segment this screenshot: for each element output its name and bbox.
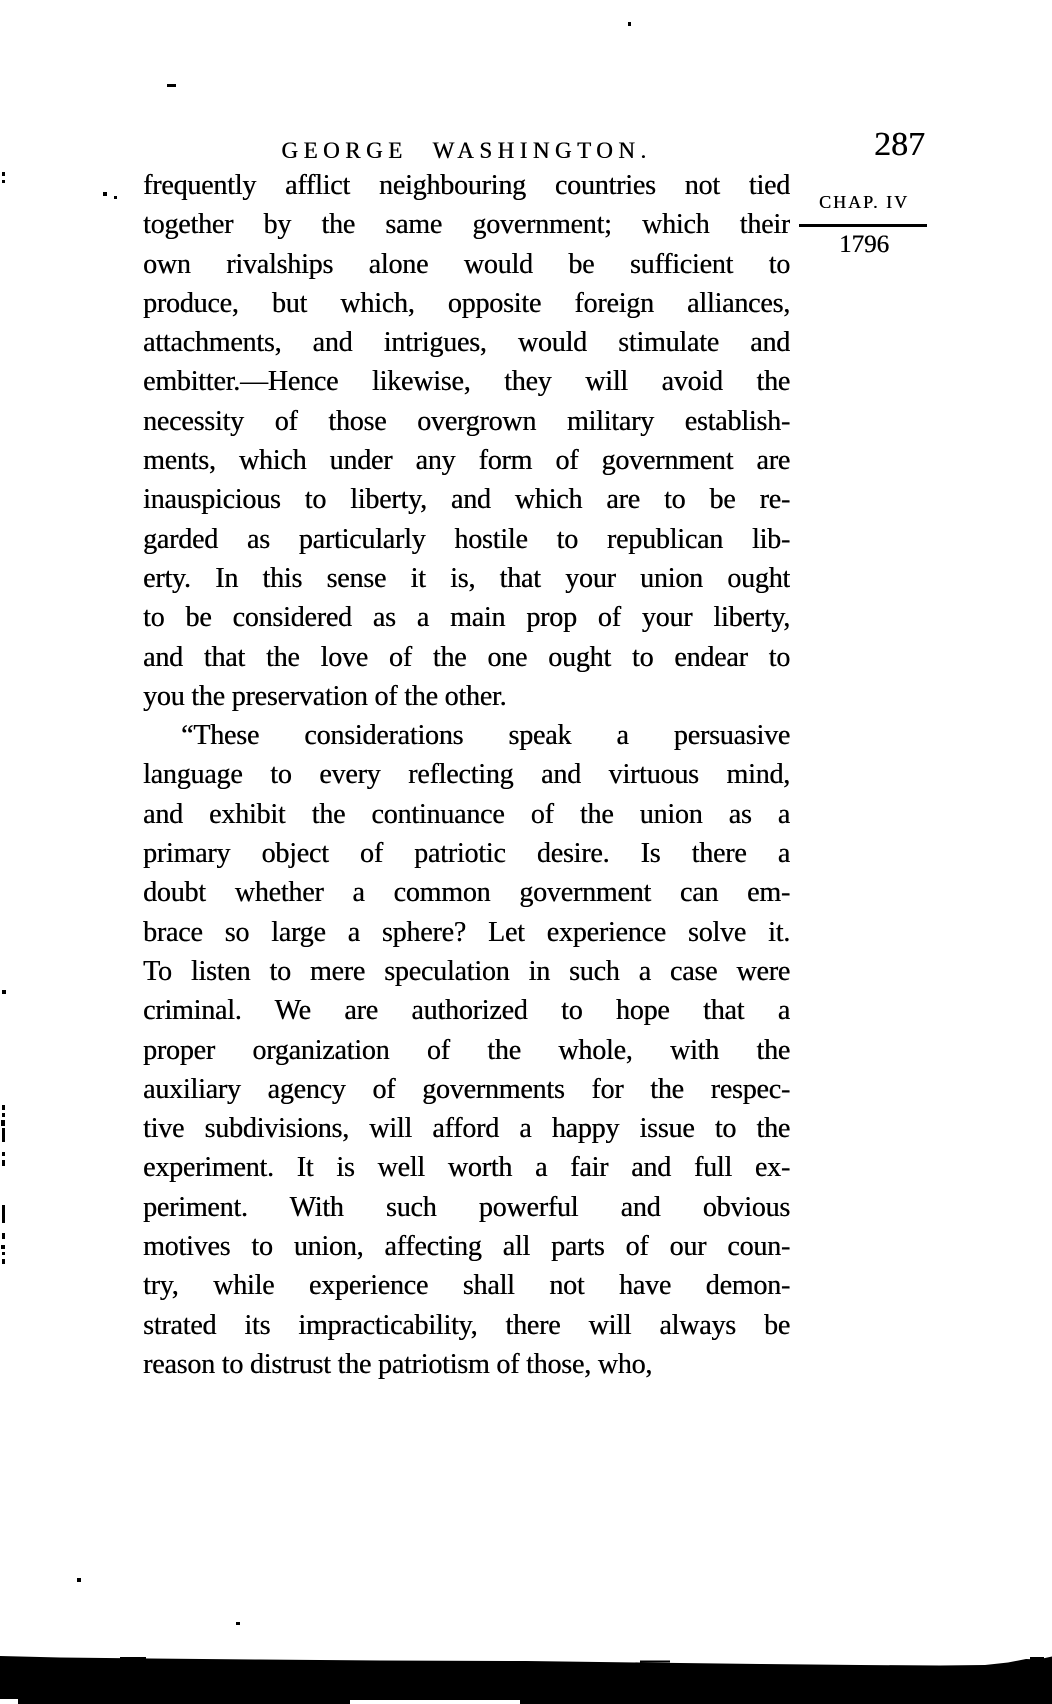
body-line: strated its impracticability, there will always be xyxy=(143,1309,790,1341)
body-line: brace so large a sphere? Let experience solve it. xyxy=(143,916,790,948)
scan-speck xyxy=(2,172,5,176)
running-header: GEORGE WASHINGTON. xyxy=(281,138,652,163)
scan-speck xyxy=(167,84,176,87)
sidenote-chapter: CHAP. IV xyxy=(818,192,909,212)
scan-speck xyxy=(2,1252,5,1255)
scan-speck xyxy=(103,192,107,196)
body-line: doubt whether a common government can em- xyxy=(143,877,790,909)
body-line: criminal. We are authorized to hope that a xyxy=(143,995,790,1027)
sidenote-rule xyxy=(799,224,927,227)
body-line: inauspicious to liberty, and which are to be re- xyxy=(143,484,790,516)
body-line: reason to distrust the patriotism of those, who, xyxy=(143,1348,653,1380)
body-line: embitter.—Hence likewise, they will avoid the xyxy=(143,366,790,398)
body-line: “These considerations speak a persuasive xyxy=(181,720,790,752)
body-line: experiment. It is well worth a fair and full ex- xyxy=(143,1152,790,1184)
body-line: ments, which under any form of government are xyxy=(143,445,790,477)
scan-speck xyxy=(1,1120,5,1126)
body-line: frequently afflict neighbouring countries not tied xyxy=(143,170,790,201)
scan-speck xyxy=(114,196,117,199)
body-line: garded as particularly hostile to republican lib- xyxy=(143,523,790,555)
body-line: motives to union, affecting all parts of our coun- xyxy=(143,1231,790,1263)
sidenote-year: 1796 xyxy=(839,231,889,258)
body-line: and exhibit the continuance of the union as a xyxy=(143,798,790,830)
body-line: together by the same government; which their xyxy=(143,209,790,241)
body-text xyxy=(143,166,790,1384)
body-line: To listen to mere speculation in such a case were xyxy=(143,955,790,987)
body-line: auxiliary agency of governments for the respec- xyxy=(143,1073,790,1105)
scan-speck xyxy=(1,1245,5,1249)
scan-speck xyxy=(2,990,6,994)
body-line: proper organization of the whole, with the xyxy=(143,1034,790,1066)
body-line: you the preservation of the other. xyxy=(143,680,507,712)
scan-speck xyxy=(236,1622,240,1625)
body-line: periment. With such powerful and obvious xyxy=(143,1191,790,1223)
body-line: attachments, and intrigues, would stimulate and xyxy=(143,327,790,359)
body-line: own rivalships alone would be sufficient to xyxy=(143,248,790,280)
body-line: language to every reflecting and virtuous mind, xyxy=(143,759,790,791)
scan-speck xyxy=(2,180,5,183)
scan-speck xyxy=(2,1105,5,1110)
body-line: produce, but which, opposite foreign alliances, xyxy=(143,287,790,319)
scan-speck xyxy=(2,1259,5,1264)
scan-speck xyxy=(2,1205,5,1223)
scan-speck xyxy=(77,1578,81,1582)
scan-speck xyxy=(2,1113,5,1117)
scan-speck xyxy=(2,1128,5,1142)
body-line: try, while experience shall not have demon- xyxy=(143,1270,790,1302)
body-line: necessity of those overgrown military establish- xyxy=(143,405,790,437)
scan-speck xyxy=(628,22,631,26)
scan-speck xyxy=(2,1160,5,1166)
scan-speck xyxy=(2,1152,5,1156)
body-line: erty. In this sense it is, that your union ought xyxy=(143,562,790,594)
body-line: to be considered as a main prop of your liberty, xyxy=(143,602,790,634)
scan-bottom-band xyxy=(0,1648,1052,1704)
body-line: tive subdivisions, will afford a happy issue to the xyxy=(143,1113,790,1145)
body-line: and that the love of the one ought to endear to xyxy=(143,641,790,673)
scan-speck xyxy=(2,1233,5,1239)
body-line: primary object of patriotic desire. Is there a xyxy=(143,838,790,870)
page-number: 287 xyxy=(874,126,925,163)
